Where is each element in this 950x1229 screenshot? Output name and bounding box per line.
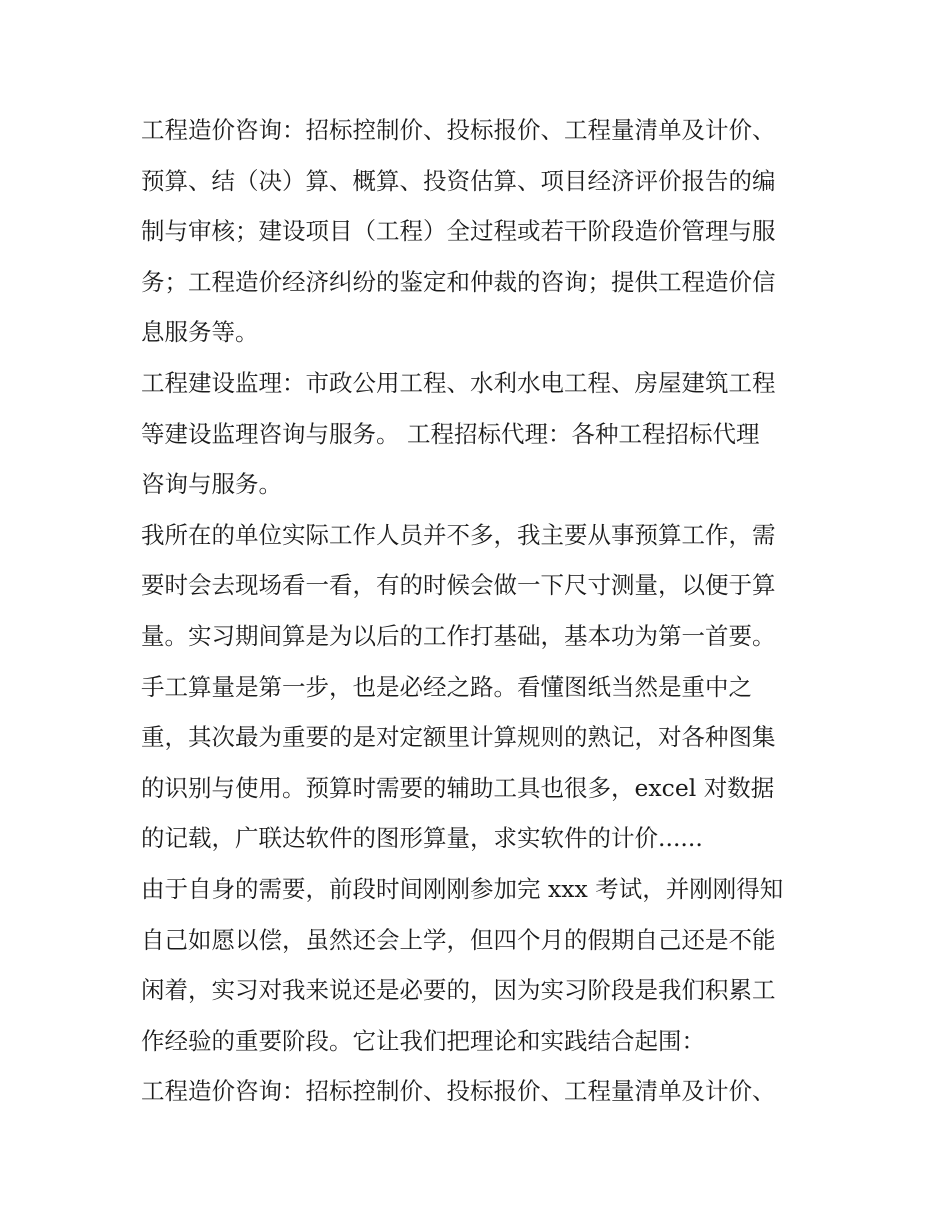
text-line: 由于自身的需要，前段时间刚刚参加完 xxx 考试，并刚刚得知 [141,874,784,903]
text-line: 我所在的单位实际工作人员并不多，我主要从事预算工作，需 [141,520,776,549]
text-line: 息服务等。 [141,318,259,347]
text-line: 要时会去现场看一看，有的时候会做一下尺寸测量，以便于算 [141,571,776,600]
text-line: 的识别与使用。预算时需要的辅助工具也很多，excel 对数据 [141,773,775,802]
document-body [141,105,813,1117]
text-line: 工程建设监理：市政公用工程、水利水电工程、房屋建筑工程 [141,368,776,397]
text-line: 工程造价咨询：招标控制价、投标报价、工程量清单及计价、 [141,1077,776,1106]
text-line: 量。实习期间算是为以后的工作打基础，基本功为第一首要。 [141,621,776,650]
text-line: 的记载，广联达软件的图形算量，求实软件的计价...... [141,824,703,853]
text-line: 务；工程造价经济纠纷的鉴定和仲裁的咨询；提供工程造价信 [141,267,776,296]
text-line: 闲着，实习对我来说还是必要的，因为实习阶段是我们积累工 [141,976,776,1005]
text-line: 重，其次最为重要的是对定额里计算规则的熟记，对各种图集 [141,723,776,752]
text-line: 自己如愿以偿，虽然还会上学，但四个月的假期自己还是不能 [141,925,776,954]
text-line: 工程造价咨询：招标控制价、投标报价、工程量清单及计价、 [141,116,776,144]
text-line: 作经验的重要阶段。它让我们把理论和实践结合起围： [141,1026,705,1055]
text-line: 咨询与服务。 [141,470,282,499]
text-line: 等建设监理咨询与服务。 工程招标代理：各种工程招标代理 [141,419,760,448]
text-line: 手工算量是第一步，也是必经之路。看懂图纸当然是重中之 [141,672,752,701]
text-line: 预算、结（决）算、概算、投资估算、项目经济评价报告的编 [141,166,776,195]
text-line: 制与审核；建设项目（工程）全过程或若干阶段造价管理与服 [141,217,776,246]
